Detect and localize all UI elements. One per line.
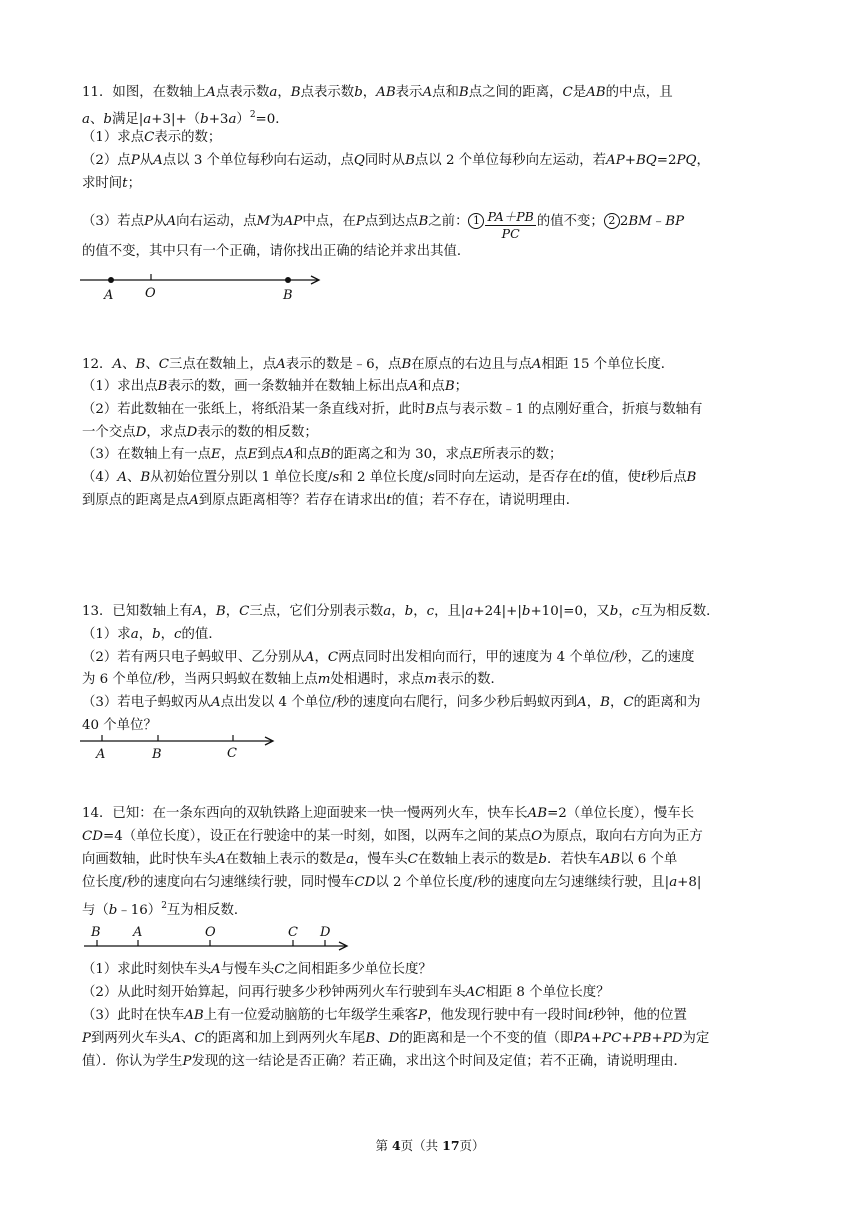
q12-part-3: （3）在数轴上有一点E，点E到点A和点B的距离之和为 30，求点E所表示的数； xyxy=(82,447,563,462)
q14-part-3-cont-2: 值）．你认为学生P发现的这一结论是否正确？若正确，求出这个时间及定值；若不正确，请说明理由． xyxy=(82,1054,687,1069)
q13-part-3-cont: 40 个单位？ xyxy=(82,718,157,733)
page-footer: 第 4页（共 17页） xyxy=(375,1138,485,1153)
q12-part-2-cont: 一个交点D，求点D表示的数的相反数； xyxy=(82,425,318,440)
label-c: C xyxy=(227,746,237,761)
label-a: A xyxy=(96,747,106,762)
q13-part-3: （3）若电子蚂蚁丙从A点出发以 4 个单位/秒的速度向右爬行，问多少秒后蚂蚁丙到A，B，C的距离和为 xyxy=(82,695,701,710)
point-a-dot xyxy=(108,277,114,283)
label-a: A xyxy=(104,288,114,303)
label-b: B xyxy=(152,747,162,762)
q14-line-4: 位长度/秒的速度向右匀速继续行驶，同时慢车CD以 2 个单位长度/秒的速度向左匀速继续行驶，且|a+8| xyxy=(82,875,702,890)
label-a: A xyxy=(133,925,143,940)
circled-number-1: 1 xyxy=(468,213,484,229)
label-d: D xyxy=(320,925,331,940)
q14-line-3: 向画数轴，此时快车头A在数轴上表示的数是a，慢车头C在数轴上表示的数是b．若快车AB以 6 个单 xyxy=(82,852,678,867)
q14-line-5: 与（b﹣16）$^2$互为相反数． xyxy=(82,901,248,918)
label-c: C xyxy=(288,925,298,940)
q14-line-1: 14．已知：在一条东西向的双轨铁路上迎面驶来一快一慢两列火车，快车长AB=2（单位长度），慢车长 xyxy=(82,806,695,821)
q13-part-2: （2）若有两只电子蚂蚁甲、乙分别从A，C两点同时出发相向而行，甲的速度为 4 个单位/秒，乙的速度 xyxy=(82,650,695,665)
q12-part-4: （4）A、B从初始位置分别以 1 单位长度/s和 2 单位长度/s同时向左运动，是否存在t的值，使t秒后点B xyxy=(82,470,697,485)
q11-part-2: （2）点P从A点以 3 个单位每秒向右运动，点Q同时从B点以 2 个单位每秒向左运动，若AP+BQ=2PQ， xyxy=(82,153,710,168)
q11-part-2-cont: 求时间t； xyxy=(82,176,141,191)
q14-part-3-cont: P到两列火车头A、C的距离和加上到两列火车尾B、D的距离和是一个不变的值（即PA+PC+PB+PD为定 xyxy=(82,1031,710,1046)
label-b: B xyxy=(283,288,293,303)
q13-part-2-cont: 为 6 个单位/秒，当两只蚂蚁在数轴上点m处相遇时，求点m表示的数． xyxy=(82,672,504,687)
q11-part-3: （3）若点P从A向右运动，点M为AP中点，在P点到达点B之前： 1 $\frac{PA+PB}{PC}$ 的值不变； 2 2BM﹣BP xyxy=(82,209,685,241)
q13-number-line xyxy=(78,733,278,763)
q11-line-1: 11．如图，在数轴上A点表示数a，B点表示数b，AB表示A点和B点之间的距离，C是AB的中点，且 xyxy=(82,85,673,100)
q14-number-line xyxy=(82,922,352,954)
q13-part-1: （1）求a，b，c的值． xyxy=(82,627,222,642)
q12-line-1: 12．A、B、C三点在数轴上，点A表示的数是﹣6，点B在原点的右边且与点A相距 15 个单位长度． xyxy=(82,357,675,372)
q12-part-2: （2）若此数轴在一张纸上，将纸沿某一条直线对折，此时B点与表示数﹣1 的点刚好重合，折痕与数轴有 xyxy=(82,402,703,417)
circled-number-2: 2 xyxy=(604,213,620,229)
label-b: B xyxy=(91,925,101,940)
q11-part-3-cont: 的值不变，其中只有一个正确，请你找出正确的结论并求出其值． xyxy=(82,244,471,259)
q14-part-1: （1）求此时刻快车头A与慢车头C之间相距多少单位长度？ xyxy=(82,962,432,977)
point-b-dot xyxy=(285,277,291,283)
q12-part-4-cont: 到原点的距离是点A到原点距离相等？若存在请求出t的值；若不存在，请说明理由． xyxy=(82,493,580,508)
fraction: $\frac{PA+PB}{PC}$ xyxy=(487,209,534,241)
q11-number-line xyxy=(78,270,328,304)
q13-line-1: 13．已知数轴上有A，B，C三点，它们分别表示数a，b，c，且|a+24|+|b+10|=0，又b，c互为相反数． xyxy=(82,604,720,619)
q11-part-1: （1）求点C表示的数； xyxy=(82,130,222,145)
label-o: O xyxy=(205,925,216,940)
q14-line-2: CD=4（单位长度），设正在行驶途中的某一时刻，如图，以两车之间的某点O为原点，取向右方向为正方 xyxy=(82,829,703,844)
q14-part-3: （3）此时在快车AB上有一位爱动脑筋的七年级学生乘客P，他发现行驶中有一段时间t秒钟，他的位置 xyxy=(82,1008,687,1023)
label-o: O xyxy=(145,286,156,301)
q12-part-1: （1）求出点B表示的数，画一条数轴并在数轴上标出点A和点B； xyxy=(82,379,469,394)
q11-line-2: a、b满足$|a+3|+(b+3a)^2=0$． xyxy=(82,110,289,127)
q14-part-2: （2）从此时刻开始算起，问再行驶多少秒钟两列火车行驶到车头AC相距 8 个单位长度？ xyxy=(82,985,610,1000)
